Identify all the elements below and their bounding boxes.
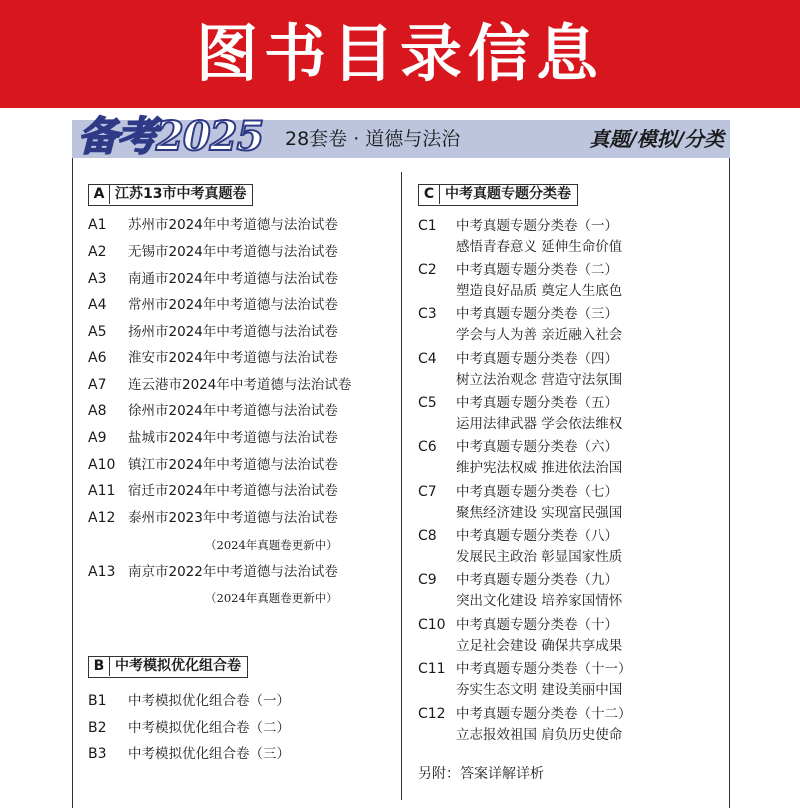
section-a-letter: A xyxy=(89,185,110,204)
item-code: C10 xyxy=(418,617,446,633)
item-code: A9 xyxy=(88,430,107,446)
item-subtitle: 立志报效祖国 肩负历史使命 xyxy=(456,727,623,743)
item-subtitle: 立足社会建设 确保共享成果 xyxy=(456,638,623,654)
item-subtitle: 突出文化建设 培养家国情怀 xyxy=(456,593,623,609)
item-title: 中考真题专题分类卷（三） xyxy=(456,306,618,322)
item-title: 苏州市2024年中考道德与法治试卷 xyxy=(128,217,338,233)
item-title: 南通市2024年中考道德与法治试卷 xyxy=(128,271,338,287)
item-code: B2 xyxy=(88,720,107,736)
column-divider xyxy=(401,172,402,800)
item-subtitle: 发展民主政治 彰显国家性质 xyxy=(456,549,623,565)
item-title: 南京市2022年中考道德与法治试卷 xyxy=(128,564,338,580)
section-b-header xyxy=(88,656,248,678)
item-code: A13 xyxy=(88,564,116,580)
item-code: A10 xyxy=(88,457,116,473)
item-code: C2 xyxy=(418,262,437,278)
item-title: 无锡市2024年中考道德与法治试卷 xyxy=(128,244,338,260)
tagline: 真题/模拟/分类 xyxy=(589,127,724,151)
item-code: B3 xyxy=(88,746,107,762)
item-title: 淮安市2024年中考道德与法治试卷 xyxy=(128,350,338,366)
item-subtitle: 学会与人为善 亲近融入社会 xyxy=(456,327,623,343)
item-code: C5 xyxy=(418,395,437,411)
item-title: 镇江市2024年中考道德与法治试卷 xyxy=(128,457,338,473)
section-c-header xyxy=(418,184,578,206)
item-code: C1 xyxy=(418,218,437,234)
item-title: 中考真题专题分类卷（九） xyxy=(456,572,618,588)
section-a-header xyxy=(88,184,253,206)
item-title: 中考模拟优化组合卷（二） xyxy=(128,720,290,736)
appendix-note: 另附：答案详解详析 xyxy=(418,766,544,782)
item-subtitle: 树立法治观念 营造守法氛围 xyxy=(456,372,623,388)
item-note: （2024年真题卷更新中） xyxy=(205,591,338,605)
item-title: 中考真题专题分类卷（六） xyxy=(456,439,618,455)
item-code: C4 xyxy=(418,351,437,367)
item-title: 中考模拟优化组合卷（一） xyxy=(128,693,290,709)
item-subtitle: 聚焦经济建设 实现富民强国 xyxy=(456,505,623,521)
item-code: A5 xyxy=(88,324,107,340)
item-title: 中考真题专题分类卷（七） xyxy=(456,484,618,500)
item-title: 徐州市2024年中考道德与法治试卷 xyxy=(128,403,338,419)
item-code: C6 xyxy=(418,439,437,455)
item-code: C8 xyxy=(418,528,437,544)
item-title: 中考真题专题分类卷（八） xyxy=(456,528,618,544)
item-code: A3 xyxy=(88,271,107,287)
item-title: 中考真题专题分类卷（五） xyxy=(456,395,618,411)
item-subtitle: 夯实生态文明 建设美丽中国 xyxy=(456,682,623,698)
item-code: C12 xyxy=(418,706,446,722)
item-title: 常州市2024年中考道德与法治试卷 xyxy=(128,297,338,313)
banner-title: 图书目录信息 xyxy=(195,17,604,90)
item-code: A8 xyxy=(88,403,107,419)
item-code: C11 xyxy=(418,661,446,677)
section-b-title: 中考模拟优化组合卷 xyxy=(115,658,241,674)
item-subtitle: 维护宪法权威 推进依法治国 xyxy=(456,460,623,476)
item-code: C3 xyxy=(418,306,437,322)
item-subtitle: 运用法律武器 学会依法维权 xyxy=(456,416,623,432)
item-code: A2 xyxy=(88,244,107,260)
section-c-title: 中考真题专题分类卷 xyxy=(445,186,571,202)
item-title: 中考真题专题分类卷（二） xyxy=(456,262,618,278)
item-subtitle: 塑造良好品质 奠定人生底色 xyxy=(456,283,623,299)
item-title: 中考真题专题分类卷（十二） xyxy=(456,706,632,722)
item-code: B1 xyxy=(88,693,107,709)
item-code: A4 xyxy=(88,297,107,313)
item-code: A1 xyxy=(88,217,107,233)
item-title: 中考真题专题分类卷（十一） xyxy=(456,661,632,677)
item-note: （2024年真题卷更新中） xyxy=(205,538,338,552)
item-title: 盐城市2024年中考道德与法治试卷 xyxy=(128,430,338,446)
item-code: A12 xyxy=(88,510,116,526)
item-title: 宿迁市2024年中考道德与法治试卷 xyxy=(128,483,338,499)
top-banner xyxy=(0,0,800,108)
section-b-letter: B xyxy=(89,657,110,676)
item-code: C9 xyxy=(418,572,437,588)
item-title: 扬州市2024年中考道德与法治试卷 xyxy=(128,324,338,340)
item-subtitle: 感悟青春意义 延伸生命价值 xyxy=(456,239,623,255)
brand-logo-text: 备考2025 xyxy=(78,113,264,160)
item-title: 泰州市2023年中考道德与法治试卷 xyxy=(128,510,338,526)
item-code: C7 xyxy=(418,484,437,500)
item-code: A6 xyxy=(88,350,107,366)
section-c-letter: C xyxy=(419,185,440,204)
item-code: A7 xyxy=(88,377,107,393)
item-title: 中考真题专题分类卷（一） xyxy=(456,218,618,234)
item-code: A11 xyxy=(88,483,116,499)
item-title: 连云港市2024年中考道德与法治试卷 xyxy=(128,377,352,393)
item-title: 中考模拟优化组合卷（三） xyxy=(128,746,290,762)
item-title: 中考真题专题分类卷（十） xyxy=(456,617,618,633)
item-title: 中考真题专题分类卷（四） xyxy=(456,351,618,367)
section-a-title: 江苏13市中考真题卷 xyxy=(115,186,247,202)
series-title: 28套卷 · 道德与法治 xyxy=(285,128,461,150)
